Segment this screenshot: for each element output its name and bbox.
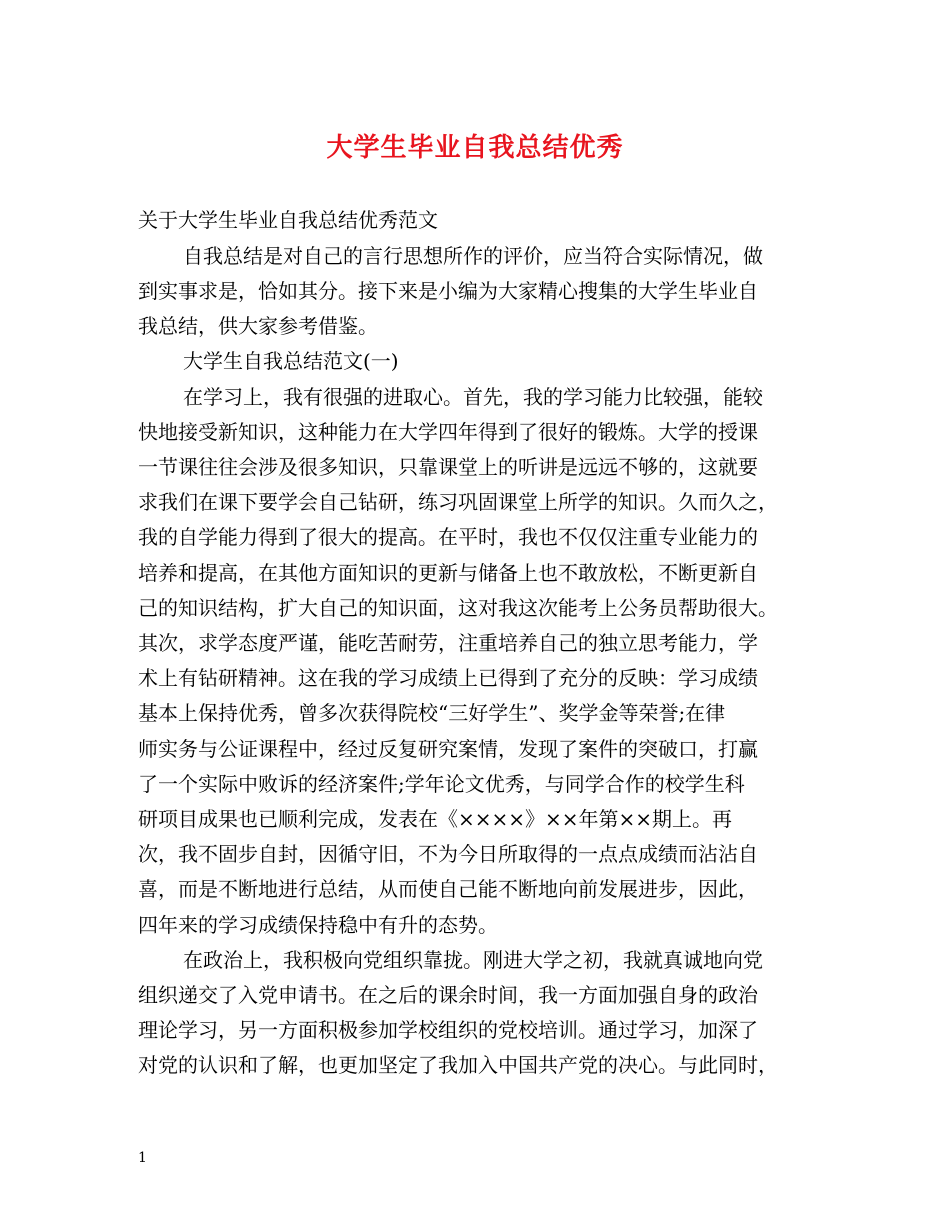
text-line: 我总结，供大家参考借鉴。 xyxy=(138,314,378,338)
text-line: 其次，求学态度严谨，能吃苦耐劳，注重培养自己的独立思考能力，学 xyxy=(138,631,758,655)
text-line: 快地接受新知识，这种能力在大学四年得到了很好的锻炼。大学的授课 xyxy=(138,420,758,444)
text-line: 对党的认识和了解，也更加坚定了我加入中国共产党的决心。与此同时， xyxy=(138,1053,778,1077)
text-line: 求我们在课下要学会自己钻研，练习巩固课堂上所学的知识。久而久之， xyxy=(138,490,778,514)
text-line: 四年来的学习成绩保持稳中有升的态势。 xyxy=(138,913,498,937)
text-line: 我的自学能力得到了很大的提高。在平时，我也不仅仅注重专业能力的 xyxy=(138,525,758,549)
text-line: 培养和提高，在其他方面知识的更新与储备上也不敢放松，不断更新自 xyxy=(138,561,758,585)
text-line: 次，我不固步自封，因循守旧，不为今日所取得的一点点成绩而沾沾自 xyxy=(138,842,758,866)
document-title: 大学生毕业自我总结优秀 xyxy=(326,133,624,163)
text-line: 喜，而是不断地进行总结，从而使自己能不断地向前发展进步，因此， xyxy=(138,877,758,901)
text-line: 在政治上，我积极向党组织靠拢。刚进大学之初，我就真诚地向党 xyxy=(183,948,763,972)
text-line: 理论学习，另一方面积极参加学校组织的党校培训。通过学习，加深了 xyxy=(138,1018,758,1042)
text-line: 了一个实际中败诉的经济案件;学年论文优秀，与同学合作的校学生科 xyxy=(138,772,745,796)
text-line: 师实务与公证课程中，经过反复研究案情，发现了案件的突破口，打赢 xyxy=(138,737,758,761)
text-line: 术上有钻研精神。这在我的学习成绩上已得到了充分的反映：学习成绩 xyxy=(138,666,758,690)
text-line: 在学习上，我有很强的进取心。首先，我的学习能力比较强，能较 xyxy=(183,385,763,409)
text-line: 关于大学生毕业自我总结优秀范文 xyxy=(138,208,438,232)
text-line: 自我总结是对自己的言行思想所作的评价，应当符合实际情况，做 xyxy=(183,244,763,268)
text-line: 组织递交了入党申请书。在之后的课余时间，我一方面加强自身的政治 xyxy=(138,983,758,1007)
text-line: 大学生自我总结范文(一) xyxy=(183,349,399,373)
text-line: 到实事求是，恰如其分。接下来是小编为大家精心搜集的大学生毕业自 xyxy=(138,279,758,303)
text-line: 研项目成果也已顺利完成，发表在《××××》××年第××期上。再 xyxy=(138,807,733,831)
text-line: 基本上保持优秀，曾多次获得院校“三好学生”、奖学金等荣誉;在律 xyxy=(138,701,726,725)
text-line: 己的知识结构，扩大自己的知识面，这对我这次能考上公务员帮助很大。 xyxy=(138,596,778,620)
text-line: 一节课往往会涉及很多知识，只靠课堂上的听讲是远远不够的，这就要 xyxy=(138,455,758,479)
page-number: 1 xyxy=(138,1150,147,1166)
